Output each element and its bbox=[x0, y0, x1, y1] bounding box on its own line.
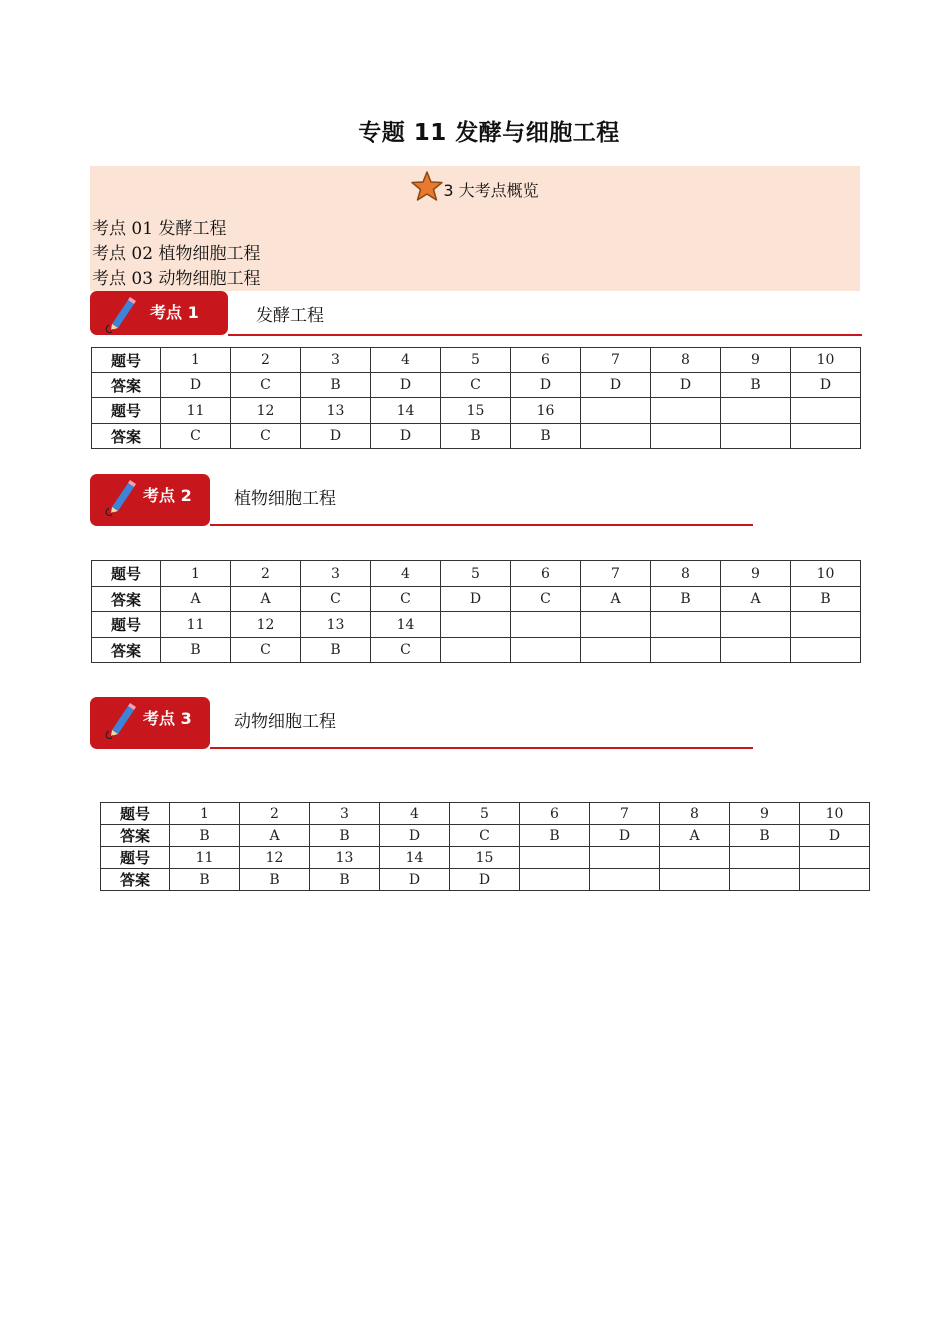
row-label: 题号 bbox=[101, 847, 170, 869]
table-cell bbox=[581, 424, 651, 449]
table-cell: 8 bbox=[660, 803, 730, 825]
table-cell: 6 bbox=[511, 561, 581, 587]
table-cell: C bbox=[371, 587, 441, 612]
table-cell: D bbox=[581, 373, 651, 398]
table-cell bbox=[590, 869, 660, 891]
table-cell: B bbox=[301, 638, 371, 663]
table-cell: 2 bbox=[231, 348, 301, 373]
table-cell: C bbox=[301, 587, 371, 612]
table-cell: C bbox=[231, 424, 301, 449]
table-cell: D bbox=[651, 373, 721, 398]
table-cell: 11 bbox=[161, 398, 231, 424]
table-cell: 9 bbox=[721, 348, 791, 373]
table-cell: 12 bbox=[231, 398, 301, 424]
overview-item: 考点 01 发酵工程 bbox=[92, 219, 227, 239]
overview-heading-text: 3 大考点概览 bbox=[443, 181, 539, 200]
table-cell: 7 bbox=[590, 803, 660, 825]
table-cell bbox=[721, 638, 791, 663]
table-cell: A bbox=[660, 825, 730, 847]
table-cell: D bbox=[301, 424, 371, 449]
table-row bbox=[101, 847, 870, 869]
table-cell: B bbox=[310, 825, 380, 847]
table-cell: B bbox=[441, 424, 511, 449]
row-label: 答案 bbox=[92, 638, 161, 663]
table-cell: 3 bbox=[301, 348, 371, 373]
table-cell: C bbox=[511, 587, 581, 612]
table-cell: A bbox=[161, 587, 231, 612]
table-cell: B bbox=[721, 373, 791, 398]
table-cell: 13 bbox=[301, 398, 371, 424]
row-label: 题号 bbox=[92, 348, 161, 373]
answer-table-2 bbox=[91, 560, 861, 663]
table-cell: 14 bbox=[371, 398, 441, 424]
table-cell: 13 bbox=[301, 612, 371, 638]
table-cell bbox=[590, 847, 660, 869]
table-cell: 6 bbox=[520, 803, 590, 825]
table-cell: D bbox=[450, 869, 520, 891]
table-cell: 7 bbox=[581, 348, 651, 373]
table-cell: 14 bbox=[380, 847, 450, 869]
table-cell bbox=[800, 847, 870, 869]
table-cell: 4 bbox=[371, 561, 441, 587]
table-cell: B bbox=[730, 825, 800, 847]
table-cell bbox=[791, 638, 861, 663]
table-cell: D bbox=[441, 587, 511, 612]
overview-heading bbox=[90, 170, 860, 202]
table-cell: 14 bbox=[371, 612, 441, 638]
table-cell bbox=[511, 638, 581, 663]
table-row bbox=[92, 587, 861, 612]
table-cell: A bbox=[581, 587, 651, 612]
row-label: 答案 bbox=[101, 825, 170, 847]
table-cell: 11 bbox=[170, 847, 240, 869]
table-row bbox=[101, 825, 870, 847]
table-row bbox=[92, 373, 861, 398]
answer-table-1 bbox=[91, 347, 861, 449]
table-cell: 10 bbox=[791, 561, 861, 587]
section-rule bbox=[210, 747, 753, 749]
section-title: 植物细胞工程 bbox=[234, 489, 336, 509]
table-cell: D bbox=[371, 424, 441, 449]
table-cell: D bbox=[380, 869, 450, 891]
table-cell: D bbox=[371, 373, 441, 398]
table-cell: 10 bbox=[800, 803, 870, 825]
table-cell: 12 bbox=[231, 612, 301, 638]
table-cell: 4 bbox=[371, 348, 441, 373]
table-cell: 1 bbox=[170, 803, 240, 825]
table-cell: D bbox=[511, 373, 581, 398]
table-cell: 1 bbox=[161, 561, 231, 587]
table-row bbox=[101, 869, 870, 891]
table-row bbox=[101, 803, 870, 825]
table-cell: 9 bbox=[730, 803, 800, 825]
table-cell: B bbox=[791, 587, 861, 612]
row-label: 答案 bbox=[101, 869, 170, 891]
table-cell bbox=[721, 612, 791, 638]
table-cell: D bbox=[800, 825, 870, 847]
table-cell: B bbox=[651, 587, 721, 612]
row-label: 题号 bbox=[92, 561, 161, 587]
table-cell bbox=[651, 638, 721, 663]
table-cell bbox=[730, 847, 800, 869]
table-row bbox=[92, 398, 861, 424]
table-cell: 15 bbox=[450, 847, 520, 869]
table-cell: C bbox=[441, 373, 511, 398]
table-row bbox=[92, 612, 861, 638]
section-badge bbox=[90, 291, 228, 335]
row-label: 答案 bbox=[92, 424, 161, 449]
table-cell: B bbox=[240, 869, 310, 891]
table-cell bbox=[581, 638, 651, 663]
table-cell bbox=[730, 869, 800, 891]
overview-box bbox=[90, 166, 860, 291]
table-cell: 5 bbox=[441, 561, 511, 587]
table-cell bbox=[651, 424, 721, 449]
overview-item: 考点 02 植物细胞工程 bbox=[92, 244, 261, 264]
table-cell: 16 bbox=[511, 398, 581, 424]
table-cell: 3 bbox=[310, 803, 380, 825]
section-badge bbox=[90, 474, 210, 526]
section-rule bbox=[210, 524, 753, 526]
table-cell: C bbox=[231, 638, 301, 663]
table-cell bbox=[791, 612, 861, 638]
pencil-icon bbox=[102, 294, 138, 334]
table-cell bbox=[441, 612, 511, 638]
table-cell: D bbox=[161, 373, 231, 398]
section-title: 动物细胞工程 bbox=[234, 712, 336, 732]
table-row bbox=[92, 348, 861, 373]
table-cell bbox=[721, 424, 791, 449]
table-row bbox=[92, 424, 861, 449]
overview-item: 考点 03 动物细胞工程 bbox=[92, 269, 261, 289]
table-cell: B bbox=[310, 869, 380, 891]
table-cell: 10 bbox=[791, 348, 861, 373]
table-cell bbox=[651, 398, 721, 424]
table-cell: A bbox=[240, 825, 310, 847]
table-cell bbox=[520, 869, 590, 891]
section-badge-label: 考点 2 bbox=[143, 486, 192, 505]
table-cell: A bbox=[231, 587, 301, 612]
table-cell: D bbox=[791, 373, 861, 398]
table-row bbox=[92, 638, 861, 663]
table-cell: 4 bbox=[380, 803, 450, 825]
table-cell: 11 bbox=[161, 612, 231, 638]
table-cell: D bbox=[380, 825, 450, 847]
table-cell: C bbox=[231, 373, 301, 398]
table-cell bbox=[721, 398, 791, 424]
table-cell bbox=[800, 869, 870, 891]
table-cell bbox=[660, 847, 730, 869]
table-cell bbox=[511, 612, 581, 638]
table-cell: C bbox=[450, 825, 520, 847]
table-cell: C bbox=[161, 424, 231, 449]
table-cell: B bbox=[511, 424, 581, 449]
table-cell: 8 bbox=[651, 348, 721, 373]
table-cell: 2 bbox=[240, 803, 310, 825]
section-badge-label: 考点 1 bbox=[150, 303, 199, 322]
table-cell bbox=[441, 638, 511, 663]
table-cell bbox=[791, 424, 861, 449]
table-cell: 1 bbox=[161, 348, 231, 373]
table-cell bbox=[791, 398, 861, 424]
pencil-icon bbox=[102, 477, 138, 517]
table-cell: 8 bbox=[651, 561, 721, 587]
table-cell: A bbox=[721, 587, 791, 612]
table-cell: B bbox=[161, 638, 231, 663]
row-label: 题号 bbox=[92, 398, 161, 424]
row-label: 题号 bbox=[101, 803, 170, 825]
table-cell: B bbox=[170, 825, 240, 847]
table-cell: 5 bbox=[441, 348, 511, 373]
row-label: 答案 bbox=[92, 373, 161, 398]
table-cell: 9 bbox=[721, 561, 791, 587]
table-cell bbox=[660, 869, 730, 891]
page-title: 专题 11 发酵与细胞工程 bbox=[358, 120, 620, 146]
table-cell: 15 bbox=[441, 398, 511, 424]
section-badge bbox=[90, 697, 210, 749]
table-cell: 12 bbox=[240, 847, 310, 869]
table-cell: D bbox=[590, 825, 660, 847]
table-cell bbox=[581, 612, 651, 638]
star-icon bbox=[411, 170, 443, 202]
row-label: 答案 bbox=[92, 587, 161, 612]
table-cell bbox=[520, 847, 590, 869]
row-label: 题号 bbox=[92, 612, 161, 638]
table-cell: B bbox=[170, 869, 240, 891]
table-cell: 5 bbox=[450, 803, 520, 825]
table-cell: B bbox=[520, 825, 590, 847]
table-cell bbox=[651, 612, 721, 638]
table-cell: 2 bbox=[231, 561, 301, 587]
table-cell: B bbox=[301, 373, 371, 398]
table-cell bbox=[581, 398, 651, 424]
table-cell: 13 bbox=[310, 847, 380, 869]
table-cell: 6 bbox=[511, 348, 581, 373]
table-cell: 3 bbox=[301, 561, 371, 587]
section-rule bbox=[228, 334, 862, 336]
pencil-icon bbox=[102, 700, 138, 740]
table-cell: C bbox=[371, 638, 441, 663]
table-row bbox=[92, 561, 861, 587]
section-title: 发酵工程 bbox=[256, 306, 324, 326]
answer-table-3 bbox=[100, 802, 870, 891]
section-badge-label: 考点 3 bbox=[143, 709, 192, 728]
table-cell: 7 bbox=[581, 561, 651, 587]
